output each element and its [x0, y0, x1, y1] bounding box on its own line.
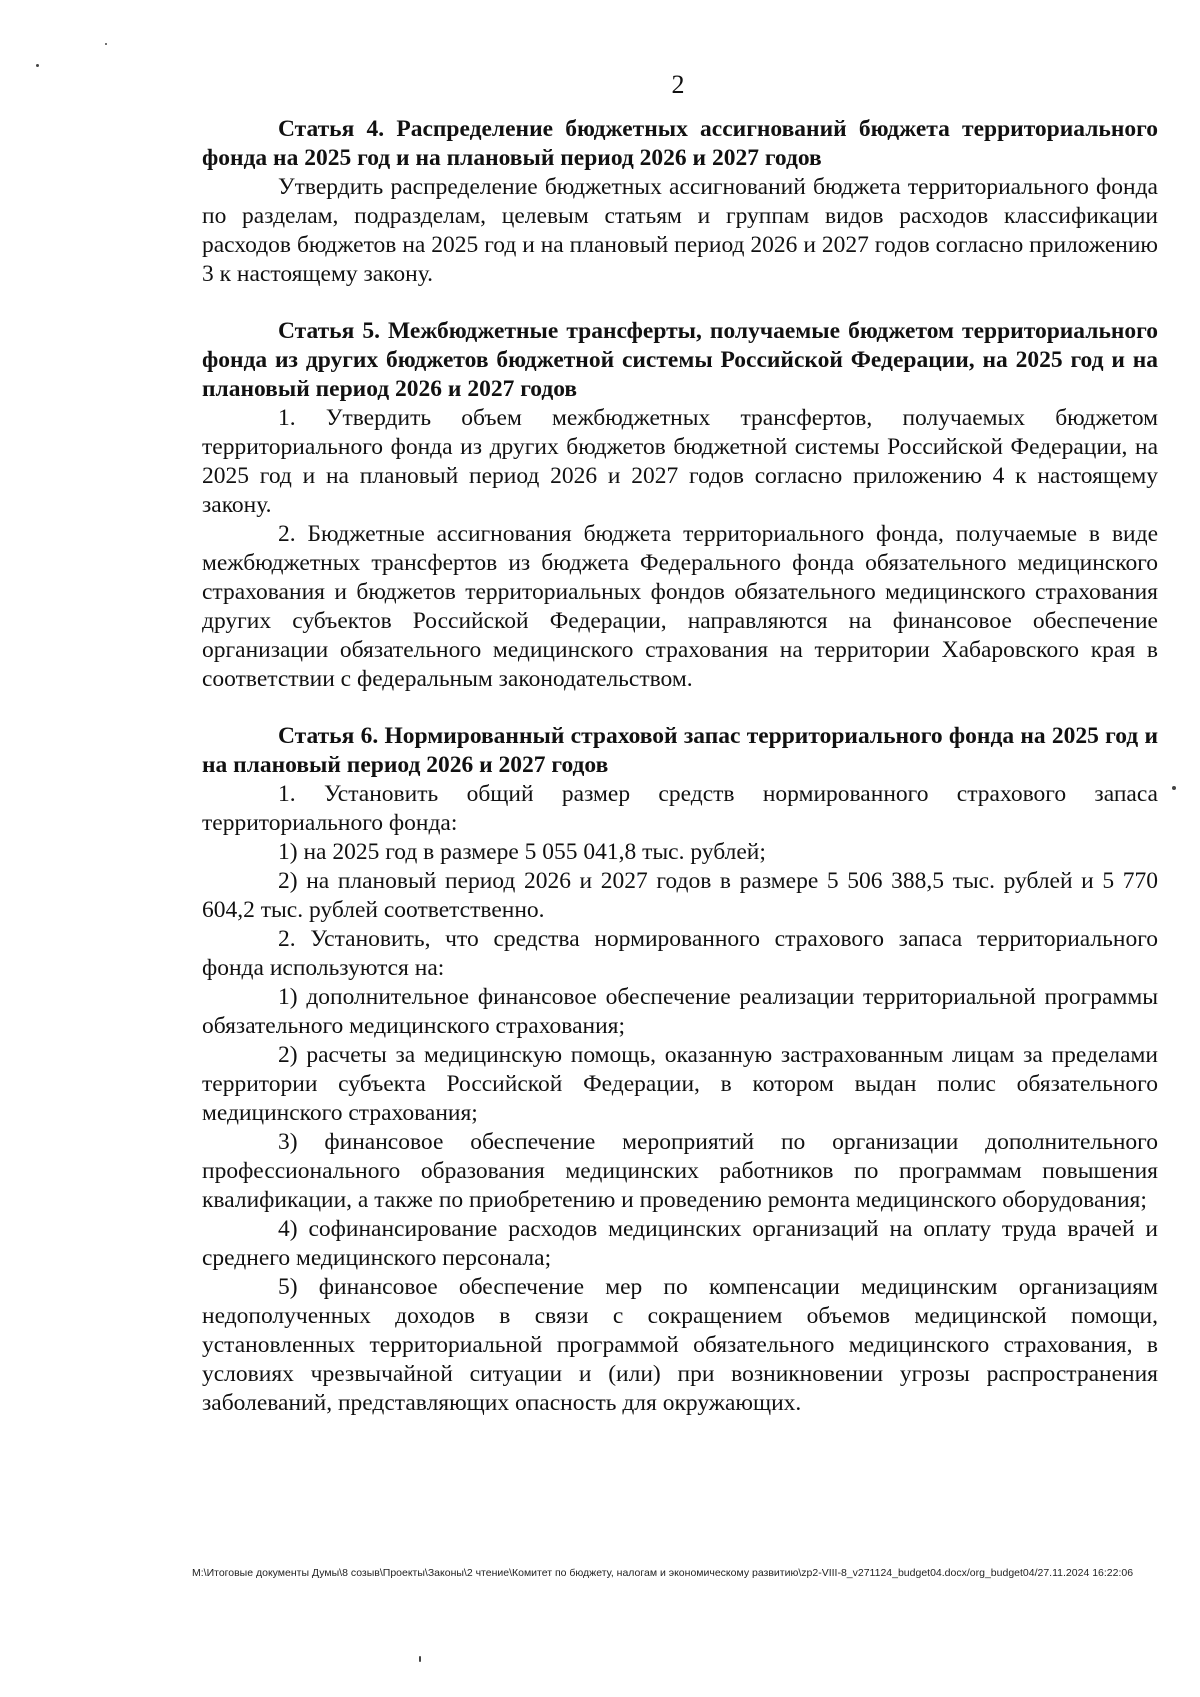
scan-speck — [36, 64, 39, 67]
article-6-item-2-3: 3) финансовое обеспечение мероприятий по организации дополнительного профессионального образования медицинских работников по программам повышения квалификации, а также по приобретению и проведению ремонта медицинского оборудования; — [202, 1129, 1158, 1213]
page-number: 2 — [671, 70, 685, 99]
article-6-title: Статья 6. Нормированный страховой запас территориального фонда на 2025 год и на плановый период 2026 и 2027 годов — [202, 723, 1158, 778]
document-body — [202, 115, 1158, 1418]
scan-speck — [1172, 786, 1176, 790]
article-5-paragraph-2: 2. Бюджетные ассигнования бюджета территориального фонда, получаемые в виде межбюджетных трансфертов из бюджета Федерального фонда обязательного медицинского страхования и бюджетов территориальных фондов обязательного медицинского страхования других субъектов Российской Федерации, направляются на финансовое обеспечение организации обязательного медицинского страхования на территории Хабаровского края в соответствии с федеральным законодательством. — [202, 521, 1158, 692]
article-6-item-2-2: 2) расчеты за медицинскую помощь, оказанную застрахованным лицам за пределами территории субъекта Российской Федерации, в котором выдан полис обязательного медицинского страхования; — [202, 1042, 1158, 1126]
article-4-title: Статья 4. Распределение бюджетных ассигнований бюджета территориального фонда на 2025 год и на плановый период 2026 и 2027 годов — [202, 116, 1158, 171]
article-4-paragraph: Утвердить распределение бюджетных ассигнований бюджета территориального фонда по разделам, подразделам, целевым статьям и группам видов расходов классификации расходов бюджетов на 2025 год и на плановый период 2026 и 2027 годов согласно приложению 3 к настоящему закону. — [202, 174, 1158, 287]
article-6-paragraph-1: 1. Установить общий размер средств нормированного страхового запаса территориального фонда: — [202, 781, 1158, 836]
article-6-item-1-2: 2) на плановый период 2026 и 2027 годов в размере 5 506 388,5 тыс. рублей и 5 770 604,2 тыс. рублей соответственно. — [202, 868, 1158, 923]
article-6-item-1-1: 1) на 2025 год в размере 5 055 041,8 тыс. рублей; — [278, 839, 766, 865]
scan-speck — [105, 43, 107, 45]
article-6-item-2-5: 5) финансовое обеспечение мер по компенсации медицинским организациям недополученных доходов в связи с сокращением объемов медицинской помощи, установленных территориальной программой обязательного медицинского страхования, в условиях чрезвычайной ситуации и (или) при возникновении угрозы распространения заболеваний, представляющих опасность для окружающих. — [202, 1274, 1158, 1416]
article-6-paragraph-2: 2. Установить, что средства нормированного страхового запаса территориального фонда используются на: — [202, 926, 1158, 981]
article-5-paragraph-1: 1. Утвердить объем межбюджетных трансфертов, получаемых бюджетом территориального фонда из других бюджетов бюджетной системы Российской Федерации, на 2025 год и на плановый период 2026 и 2027 годов согласно приложению 4 к настоящему закону. — [202, 405, 1158, 518]
article-6-item-2-4: 4) софинансирование расходов медицинских организаций на оплату труда врачей и среднего медицинского персонала; — [202, 1216, 1158, 1271]
article-5-title: Статья 5. Межбюджетные трансферты, получаемые бюджетом территориального фонда из других бюджетов бюджетной системы Российской Федерации, на 2025 год и на плановый период 2026 и 2027 годов — [202, 318, 1158, 402]
file-path-footer: M:\Итоговые документы Думы\8 созыв\Проекты\Законы\2 чтение\Комитет по бюджету, налогам и экономическому развитию\zp2-VIII-8_v271124_budget04.docx/org_budget04/27.11.2024 16:22:06 — [192, 1567, 1134, 1579]
article-6-item-2-1: 1) дополнительное финансовое обеспечение реализации территориальной программы обязательного медицинского страхования; — [202, 984, 1158, 1039]
scan-speck — [419, 1656, 421, 1662]
